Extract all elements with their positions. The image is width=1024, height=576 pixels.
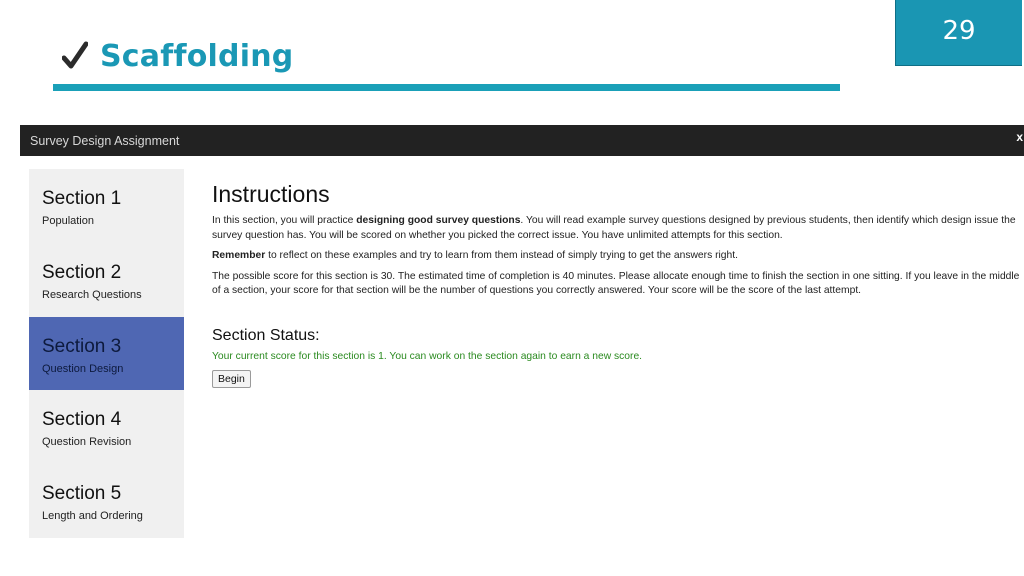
app-title: Survey Design Assignment (30, 133, 180, 148)
instructions-paragraph-1: In this section, you will practice designing good survey questions. You will read example survey questions designed by previous students, then identify which design issue the survey question has. You will be scored on whether you picked the correct issue. You have unlimited attempts for this section. (212, 215, 1016, 241)
sidebar-item-section-1[interactable] (29, 169, 184, 243)
section-subtitle: Question Revision (42, 436, 132, 449)
section-name: Section 3 (42, 335, 122, 357)
title-underline (53, 84, 840, 91)
checkmark-icon (62, 41, 88, 71)
section-status-heading: Section Status: (212, 326, 320, 344)
section-name: Section 4 (42, 409, 122, 431)
sidebar-item-section-5[interactable] (29, 464, 184, 538)
close-icon[interactable]: x (1016, 130, 1023, 144)
section-subtitle: Population (42, 215, 94, 227)
sidebar-item-section-3[interactable] (29, 317, 184, 391)
instructions-heading: Instructions (212, 181, 330, 207)
slide-title-text: Scaffolding (100, 38, 294, 74)
section-subtitle: Research Questions (42, 288, 142, 301)
section-subtitle: Question Design (42, 362, 124, 375)
section-name: Section 5 (42, 483, 122, 505)
section-sidebar (29, 169, 184, 538)
instructions-paragraph-3: The possible score for this section is 30. The estimated time of completion is 40 minutes. Please allocate enough time to finish the section in one sitting. If you leave in the middle of a section, your score for that section will be the number of questions you correctly answered. Your score will be the score of the last attempt. (212, 270, 1020, 296)
page-number: 29 (895, 0, 1022, 66)
app-title-bar (20, 125, 1024, 156)
slide-title (62, 36, 293, 76)
sidebar-item-section-2[interactable] (29, 243, 184, 317)
section-subtitle: Length and Ordering (42, 510, 143, 523)
section-name: Section 1 (42, 188, 122, 209)
instructions-paragraph-2: Remember to reflect on these examples and try to learn from them instead of simply trying to get the answers right. (212, 250, 738, 261)
section-name: Section 2 (42, 261, 122, 283)
sidebar-item-section-4[interactable] (29, 390, 184, 464)
section-status-message: Your current score for this section is 1. You can work on the section again to earn a new score. (212, 350, 643, 362)
instructions-panel (212, 180, 1020, 388)
begin-button[interactable]: Begin (212, 370, 251, 388)
